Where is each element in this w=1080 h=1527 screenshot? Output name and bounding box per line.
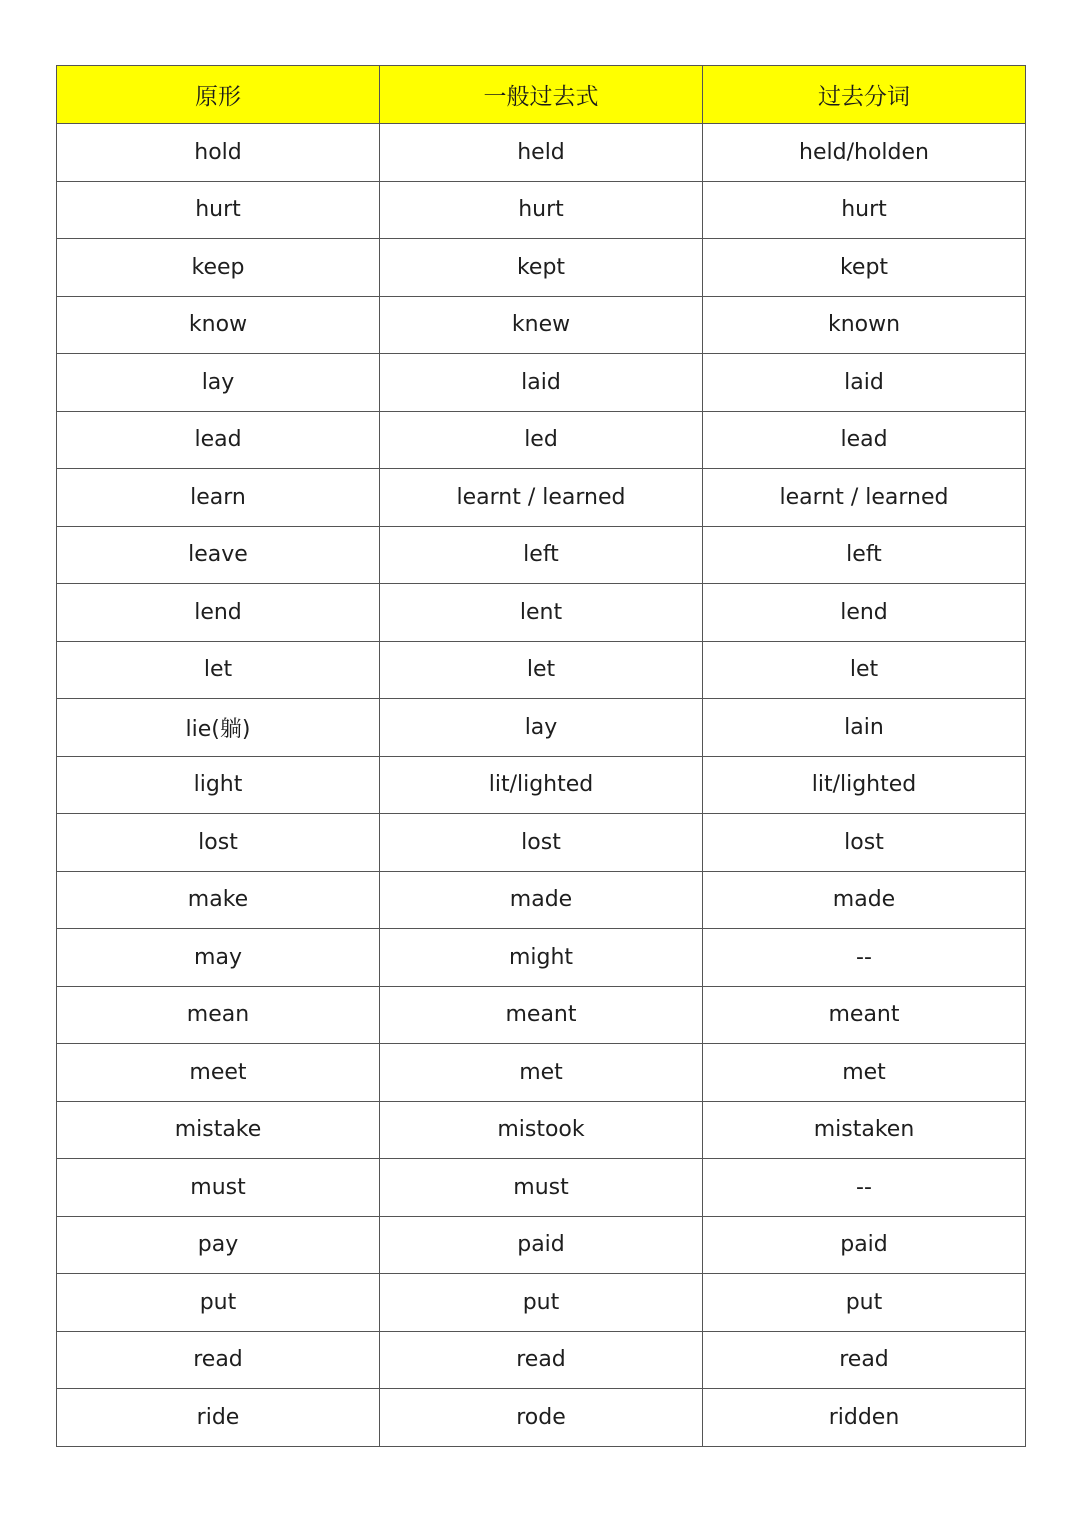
table-row <box>57 469 1026 527</box>
cell-base-form: lost <box>57 814 380 872</box>
cell-past-tense: learnt / learned <box>380 469 703 527</box>
cell-past-tense: paid <box>380 1216 703 1274</box>
table-row <box>57 1044 1026 1102</box>
table-row <box>57 1101 1026 1159</box>
table-row <box>57 1274 1026 1332</box>
cell-past-tense: might <box>380 929 703 987</box>
cell-past-participle: ridden <box>703 1389 1026 1447</box>
cell-base-form: lie(躺) <box>57 699 380 757</box>
cell-past-tense: rode <box>380 1389 703 1447</box>
table-row <box>57 296 1026 354</box>
table-row <box>57 699 1026 757</box>
cell-base-form: leave <box>57 526 380 584</box>
cell-past-participle: lend <box>703 584 1026 642</box>
table-row <box>57 124 1026 182</box>
cell-past-participle: laid <box>703 354 1026 412</box>
table-row <box>57 871 1026 929</box>
cell-base-form: meet <box>57 1044 380 1102</box>
table-row <box>57 929 1026 987</box>
cell-past-tense: lit/lighted <box>380 756 703 814</box>
cell-past-participle: put <box>703 1274 1026 1332</box>
cell-past-tense: mistook <box>380 1101 703 1159</box>
cell-base-form: may <box>57 929 380 987</box>
cell-past-tense: led <box>380 411 703 469</box>
cell-past-tense: left <box>380 526 703 584</box>
cell-base-form: lay <box>57 354 380 412</box>
table-row <box>57 756 1026 814</box>
table-row <box>57 1159 1026 1217</box>
cell-base-form: mean <box>57 986 380 1044</box>
cell-past-participle: held/holden <box>703 124 1026 182</box>
cell-base-form: let <box>57 641 380 699</box>
cell-base-form: know <box>57 296 380 354</box>
cell-base-form: make <box>57 871 380 929</box>
cell-past-participle: let <box>703 641 1026 699</box>
cell-past-tense: put <box>380 1274 703 1332</box>
cell-past-participle: mistaken <box>703 1101 1026 1159</box>
table-row <box>57 526 1026 584</box>
table-row <box>57 584 1026 642</box>
cell-past-participle: learnt / learned <box>703 469 1026 527</box>
header-past-tense: 一般过去式 <box>380 66 703 124</box>
cell-past-tense: made <box>380 871 703 929</box>
cell-past-tense: lay <box>380 699 703 757</box>
header-row <box>57 66 1026 124</box>
cell-base-form: ride <box>57 1389 380 1447</box>
cell-base-form: put <box>57 1274 380 1332</box>
cell-past-tense: hurt <box>380 181 703 239</box>
cell-past-tense: lost <box>380 814 703 872</box>
table-body <box>57 124 1026 1447</box>
table-row <box>57 181 1026 239</box>
cell-past-participle: read <box>703 1331 1026 1389</box>
cell-past-participle: left <box>703 526 1026 584</box>
cell-base-form: keep <box>57 239 380 297</box>
cell-past-participle: met <box>703 1044 1026 1102</box>
cell-base-form: pay <box>57 1216 380 1274</box>
cell-past-participle: hurt <box>703 181 1026 239</box>
cell-past-participle: -- <box>703 1159 1026 1217</box>
cell-past-participle: kept <box>703 239 1026 297</box>
cell-past-tense: must <box>380 1159 703 1217</box>
header-past-participle: 过去分词 <box>703 66 1026 124</box>
cell-past-participle: meant <box>703 986 1026 1044</box>
cell-past-tense: lent <box>380 584 703 642</box>
cell-past-participle: lead <box>703 411 1026 469</box>
table-row <box>57 1331 1026 1389</box>
cell-past-tense: meant <box>380 986 703 1044</box>
cell-base-form: light <box>57 756 380 814</box>
cell-base-form: read <box>57 1331 380 1389</box>
table-row <box>57 411 1026 469</box>
cell-past-tense: laid <box>380 354 703 412</box>
cell-past-participle: made <box>703 871 1026 929</box>
cell-past-tense: let <box>380 641 703 699</box>
irregular-verb-table <box>56 65 1026 1447</box>
table-row <box>57 354 1026 412</box>
cell-past-participle: lain <box>703 699 1026 757</box>
table-row <box>57 1389 1026 1447</box>
cell-past-tense: kept <box>380 239 703 297</box>
cell-past-participle: known <box>703 296 1026 354</box>
cell-past-participle: -- <box>703 929 1026 987</box>
cell-base-form: mistake <box>57 1101 380 1159</box>
table-row <box>57 986 1026 1044</box>
cell-base-form: lend <box>57 584 380 642</box>
cell-base-form: learn <box>57 469 380 527</box>
cell-past-tense: met <box>380 1044 703 1102</box>
cell-base-form: lead <box>57 411 380 469</box>
cell-past-tense: held <box>380 124 703 182</box>
cell-past-participle: lost <box>703 814 1026 872</box>
table-row <box>57 814 1026 872</box>
header-base-form: 原形 <box>57 66 380 124</box>
cell-past-tense: read <box>380 1331 703 1389</box>
cell-base-form: hurt <box>57 181 380 239</box>
cell-base-form: must <box>57 1159 380 1217</box>
cell-past-tense: knew <box>380 296 703 354</box>
table-row <box>57 641 1026 699</box>
table-row <box>57 1216 1026 1274</box>
cell-past-participle: lit/lighted <box>703 756 1026 814</box>
cell-base-form: hold <box>57 124 380 182</box>
table-row <box>57 239 1026 297</box>
cell-past-participle: paid <box>703 1216 1026 1274</box>
